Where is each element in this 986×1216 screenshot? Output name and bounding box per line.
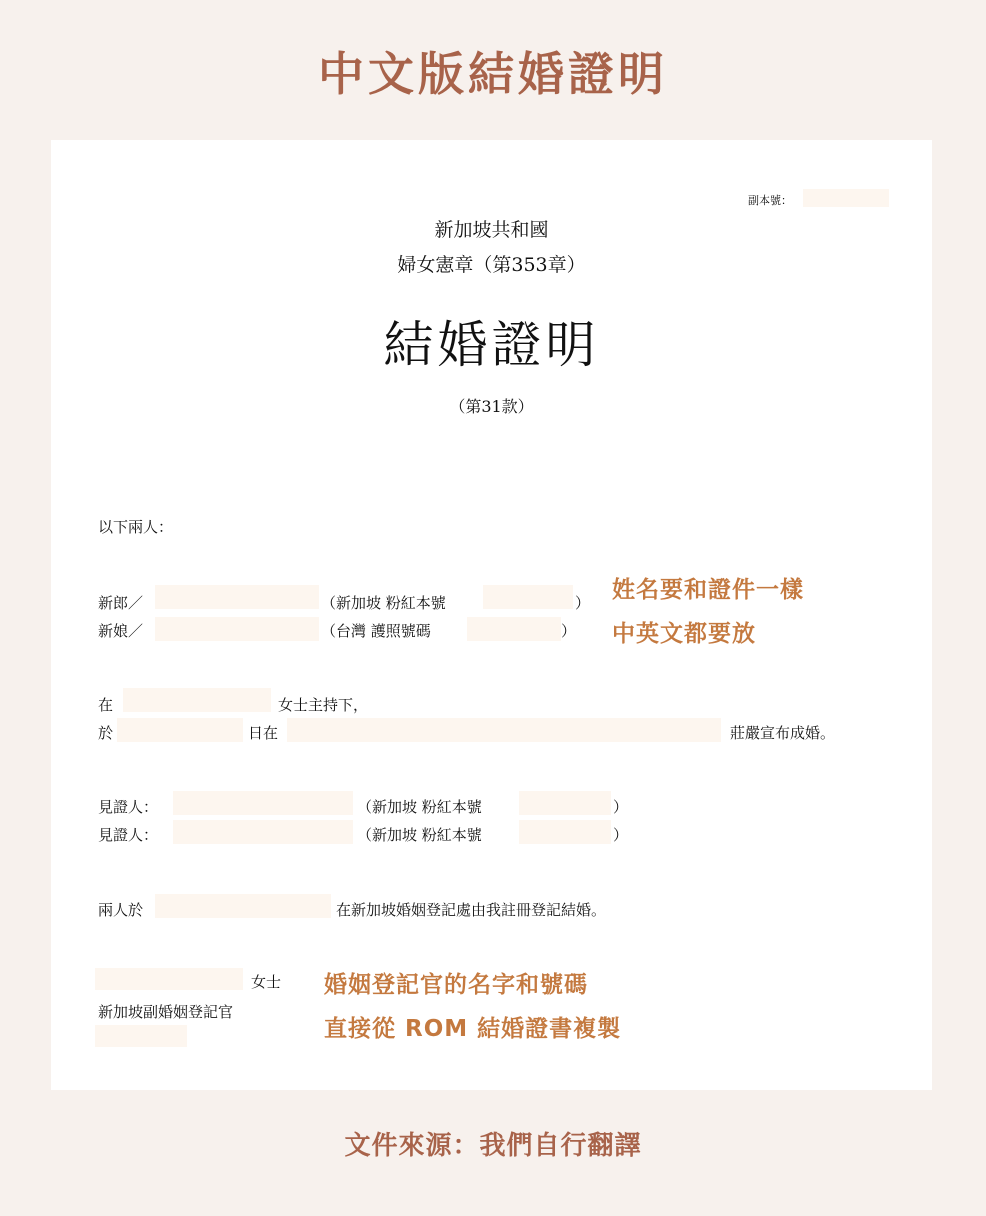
witness-1-id-close: ） bbox=[613, 798, 629, 816]
registrar-name-field bbox=[95, 968, 243, 990]
bride-id-field bbox=[467, 617, 561, 641]
note-registrar-name: 婚姻登記官的名字和號碼 bbox=[324, 972, 588, 998]
registered-prefix: 兩人於 bbox=[98, 901, 144, 919]
charter-heading: 婦女憲章（第353章） bbox=[397, 254, 586, 276]
source-footer: 文件來源：我們自行翻譯 bbox=[344, 1131, 642, 1161]
country-heading: 新加坡共和國 bbox=[434, 219, 549, 241]
venue-field bbox=[287, 718, 721, 742]
registrar-number-field bbox=[95, 1025, 187, 1047]
note-names-both-languages: 中英文都要放 bbox=[612, 621, 756, 647]
copy-number-field bbox=[803, 189, 889, 207]
intro-text: 以下兩人： bbox=[98, 518, 174, 536]
witness-1-id-field bbox=[519, 791, 611, 815]
on-label: 於 bbox=[98, 724, 114, 742]
officiant-field bbox=[123, 688, 271, 712]
registered-text: 在新加坡婚姻登記處由我註冊登記結婚。 bbox=[336, 901, 607, 919]
date-field bbox=[117, 718, 243, 742]
bride-id-close: ） bbox=[561, 622, 577, 640]
day-at-text: 日在 bbox=[248, 724, 279, 742]
registrar-title-suffix: 女士 bbox=[251, 973, 282, 991]
at-label: 在 bbox=[98, 696, 114, 714]
page-title: 中文版結婚證明 bbox=[318, 47, 668, 101]
groom-id-field bbox=[483, 585, 573, 609]
groom-label: 新郎／ bbox=[98, 594, 144, 612]
groom-name-field bbox=[155, 585, 319, 609]
witness-2-name-field bbox=[173, 820, 353, 844]
witness-2-id-field bbox=[519, 820, 611, 844]
witness-2-id-label: （新加坡 粉紅本號 bbox=[357, 826, 482, 844]
certificate-title: 結婚證明 bbox=[383, 316, 600, 374]
registrar-role: 新加坡副婚姻登記官 bbox=[98, 1003, 234, 1021]
declared-text: 莊嚴宣布成婚。 bbox=[730, 724, 836, 742]
clause-reference: （第31款） bbox=[449, 397, 534, 416]
note-registrar-copy: 直接從 ROM 結婚證書複製 bbox=[324, 1016, 622, 1042]
copy-number-label: 副本號： bbox=[748, 194, 792, 207]
witness-2-id-close: ） bbox=[613, 826, 629, 844]
groom-id-label: （新加坡 粉紅本號 bbox=[321, 594, 446, 612]
certificate-document bbox=[51, 140, 932, 1090]
groom-id-close: ） bbox=[575, 594, 591, 612]
bride-name-field bbox=[155, 617, 319, 641]
witness-1-label: 見證人： bbox=[98, 798, 159, 816]
witness-1-name-field bbox=[173, 791, 353, 815]
bride-label: 新娘／ bbox=[98, 622, 144, 640]
witness-2-label: 見證人： bbox=[98, 826, 159, 844]
note-names-same: 姓名要和證件一樣 bbox=[612, 577, 804, 603]
bride-id-label: （台灣 護照號碼 bbox=[321, 622, 431, 640]
officiant-text: 女士主持下， bbox=[278, 696, 369, 714]
registration-date-field bbox=[155, 894, 331, 918]
witness-1-id-label: （新加坡 粉紅本號 bbox=[357, 798, 482, 816]
